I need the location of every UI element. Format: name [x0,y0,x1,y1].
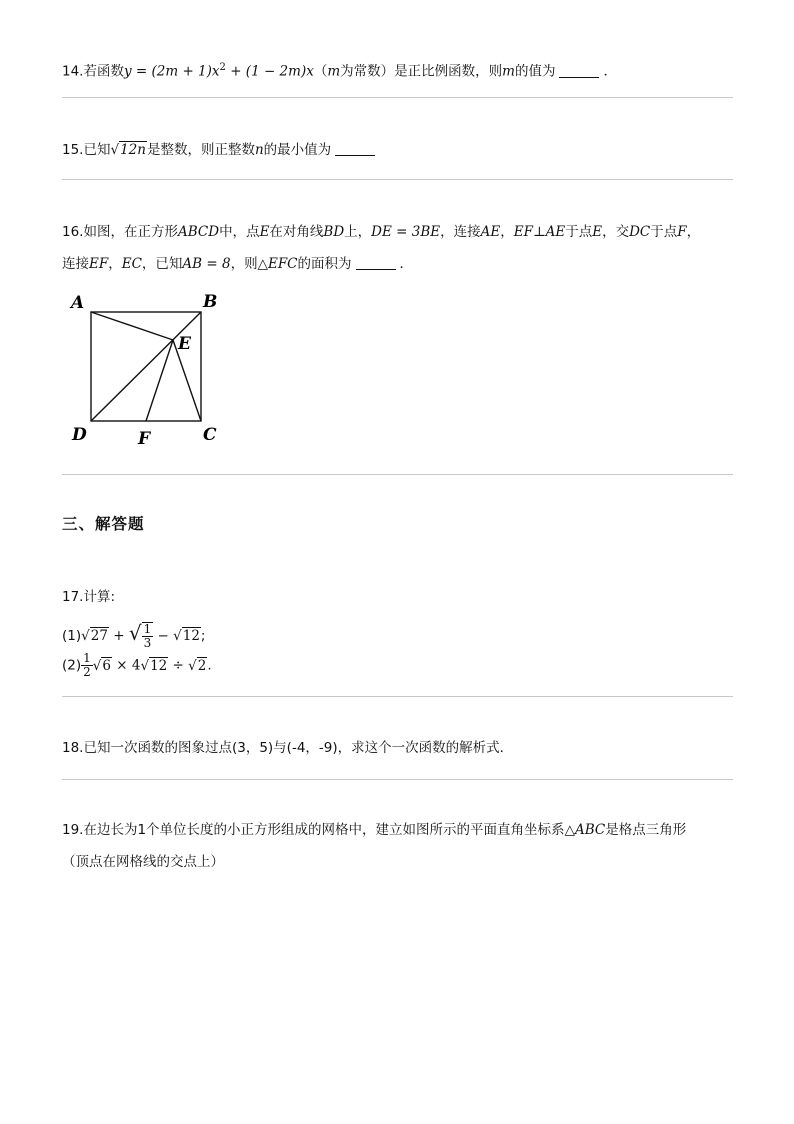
q16-text: 的面积为 [297,256,352,272]
q17-radicand: 2 [197,657,207,674]
divider [62,779,733,780]
q16-text: 上， [344,224,372,240]
q17-end: . [207,657,212,674]
q14-paren-text: 为常数）是正比例函数，则 [340,63,503,80]
q16-equation-de: DE = 3BE [371,224,441,240]
q16-perpendicular: EF⊥AE [513,224,566,240]
q15-prefix: 已知 [83,142,111,158]
q14-var-m-2: m [502,63,515,80]
q16-figure [62,286,232,455]
q17-radicand: 12 [182,628,200,644]
q16-number: 16. [62,224,84,240]
q16-square-name: ABCD [177,224,220,240]
q17-radicand: 12 [150,657,168,674]
q16-segment-ae: AE [480,224,501,240]
q16-text: ，则 [230,256,258,272]
q16-text: 连接 [62,256,89,272]
q17-radicand: 6 [102,657,111,674]
q14-number: 14. [62,63,84,80]
question-19-line-1 [62,820,686,840]
q15-mid: 是整数，则正整数 [146,142,255,158]
q17-operator: × 4 [111,657,141,674]
q16-text: ， [108,256,122,272]
q15-suffix: 的最小值为 [263,142,332,158]
q16-segment-bd: BD [323,224,345,240]
label-e: E [178,334,191,354]
segment-ae [91,312,173,340]
q17-fraction-denominator: 2 [83,665,91,679]
q17-fraction-numerator: 1 [143,622,152,636]
section-heading: 三、解答题 [62,515,145,533]
q17-part-2-label: (2) [62,657,82,674]
q16-point-f: F [677,224,687,240]
q16-segment-ef: EF [89,256,109,272]
label-c: C [203,425,217,445]
q16-text: 于点 [650,224,678,240]
q16-point-e: E [259,224,270,240]
q16-text: 在对角线 [269,224,324,240]
label-d: D [72,425,87,445]
q19-text: 是格点三角形 [605,822,687,838]
q17-radicand: 27 [90,628,108,644]
divider [62,474,733,475]
q17-number: 17. [62,589,84,605]
divider [62,97,733,98]
q15-radicand: 12n [120,142,146,158]
q16-text: ，连接 [440,224,481,240]
q16-text: 中，点 [219,224,260,240]
q16-end: ． [399,256,414,272]
q14-formula-2: + (1 − 2m)x [225,63,314,80]
q15-sqrt: √12n [110,142,146,158]
q14-end: ． [603,63,617,80]
q14-prefix: 若函数 [83,63,124,80]
q15-number: 15. [62,142,84,158]
q16-answer-blank[interactable] [356,269,396,270]
q17-fraction-numerator: 1 [83,651,91,665]
q17-fraction-denominator: 3 [143,636,152,650]
question-16-line-2 [62,254,413,274]
q15-answer-blank[interactable] [335,155,375,156]
q17-title: 计算: [83,589,116,605]
q16-text: 如图，在正方形 [83,224,178,240]
q19-triangle-abc: △ABC [564,822,606,838]
q19-text: 19.在边长为1个单位长度的小正方形组成的网格中，建立如图所示的平面直角坐标系 [62,822,565,838]
question-15 [62,140,379,160]
question-14 [62,58,617,82]
q17-part-1-label: (1) [62,628,82,644]
q16-equation-ab: AB = 8 [182,256,231,272]
q17-operator: − [153,628,174,644]
q16-segment-ec: EC [121,256,142,272]
question-18: 18.已知一次函数的图象过点(3，5)与(-4，-9)，求这个一次函数的解析式． [62,740,514,756]
q15-var-n: n [254,142,264,158]
label-f: F [138,429,151,449]
question-17-part-1: (1)√27 + √ $\frac{1}{3}$ − √12; [62,621,206,650]
q16-text: ，交 [602,224,630,240]
q14-suffix: 的值为 [514,63,556,80]
q16-text: 于点 [565,224,593,240]
q16-text: ， [686,224,701,240]
diagonal-bd [91,312,201,421]
question-19-line-2: （顶点在网格线的交点上） [62,854,224,870]
q16-text: ， [500,224,514,240]
q14-answer-blank[interactable] [559,77,599,78]
q14-exponent: 2 [219,62,226,73]
divider [62,696,733,697]
q14-paren: （ [313,63,328,80]
q16-point-e: E [592,224,603,240]
question-17-title [62,587,115,607]
q14-formula: y = (2m + 1)x [123,63,220,80]
q16-segment-dc: DC [629,224,651,240]
label-a: A [71,293,85,313]
question-16-line-1 [62,222,700,242]
question-17-part-2: (2) $\frac{1}{2}$ √6 × 4√12 ÷ √2. [62,651,212,679]
q16-text: ，已知 [141,256,183,272]
label-b: B [203,292,218,312]
q16-triangle-efc: △EFC [257,256,298,272]
square-diagram [62,286,232,451]
q17-operator: + [108,628,129,644]
q14-var-m: m [327,63,341,80]
divider [62,179,733,180]
q17-operator: ÷ [168,657,189,674]
q17-end: ; [200,628,206,644]
